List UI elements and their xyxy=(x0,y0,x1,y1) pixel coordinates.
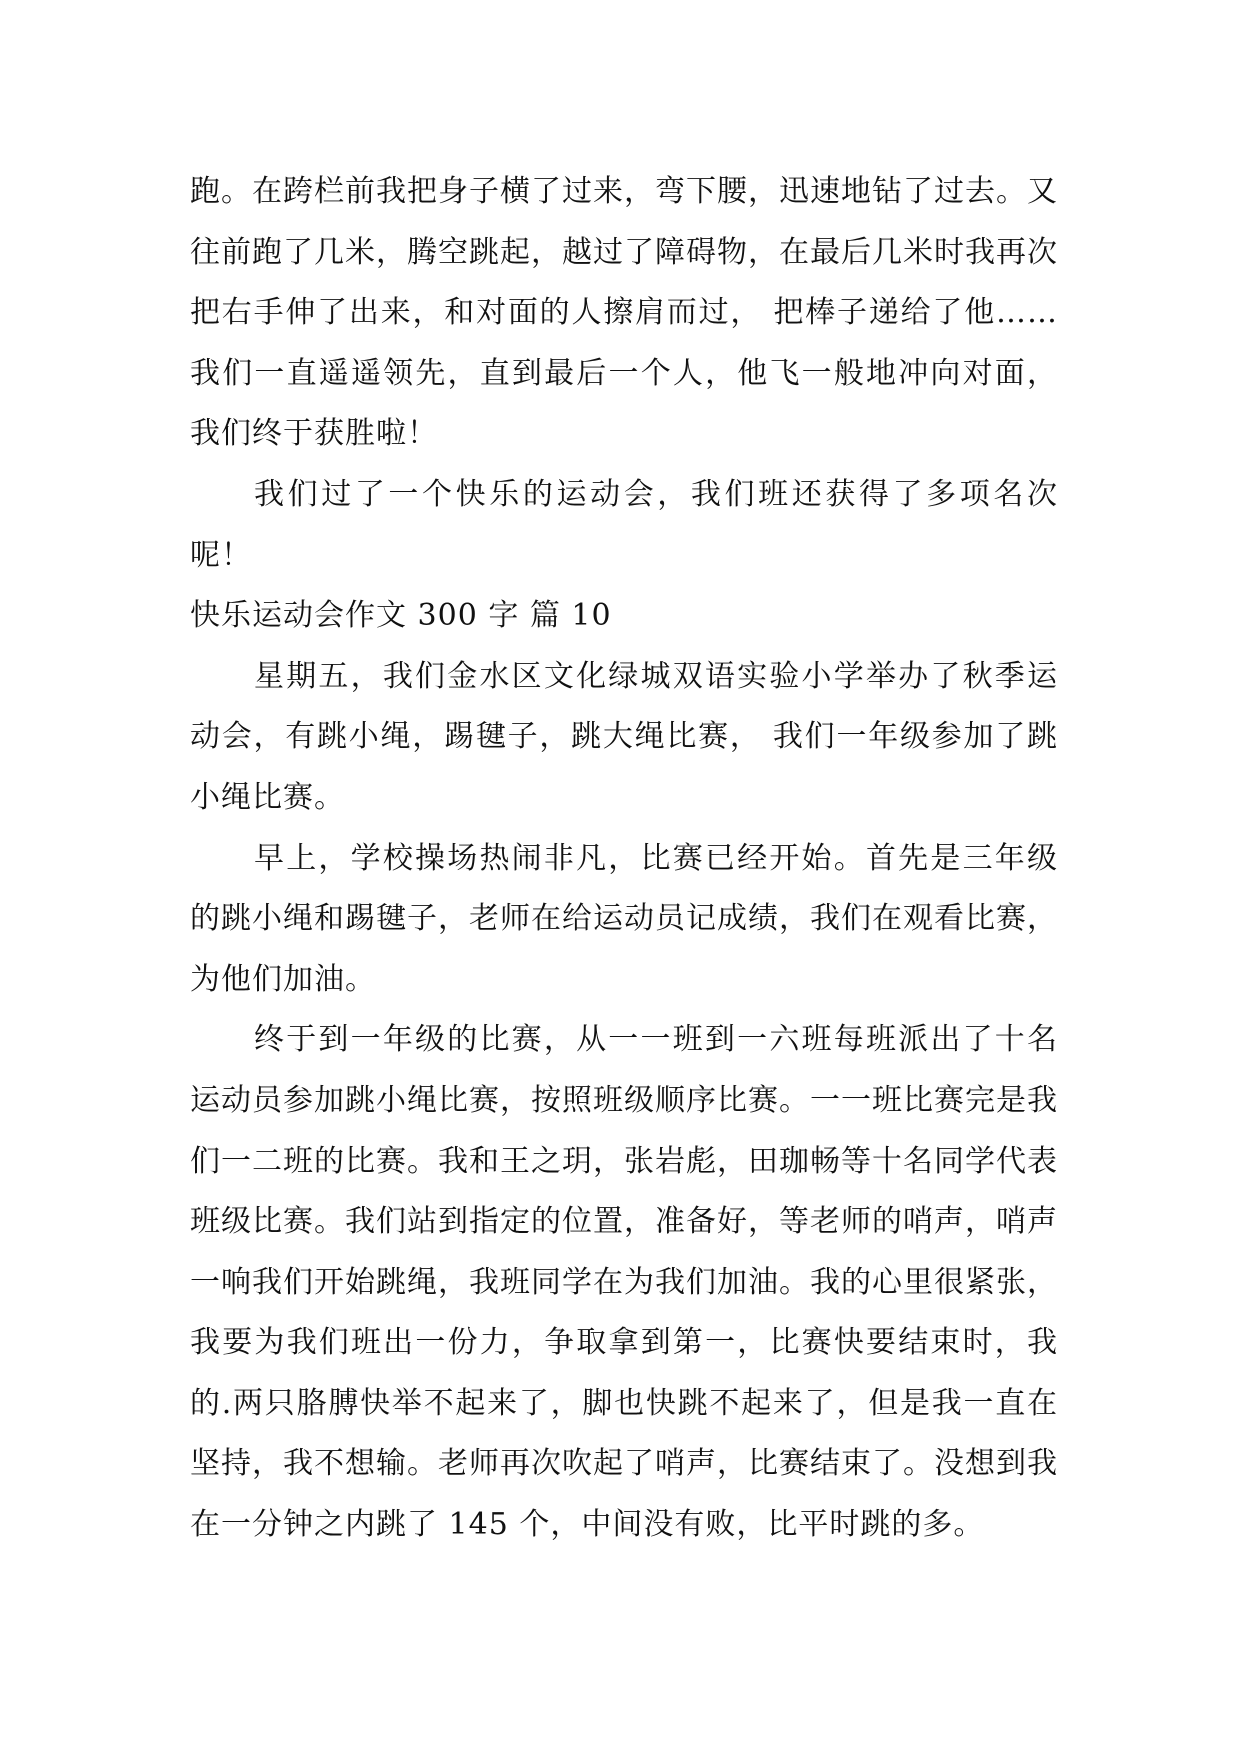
document-body xyxy=(190,162,1058,1556)
section-heading: 快乐运动会作文 300 字 篇 10 xyxy=(190,598,612,634)
paragraph-morning: 早上，学校操场热闹非凡，比赛已经开始。首先是三年级的跳小绳和踢毽子，老师在给运动员记成绩，我们在观看比赛，为他们加油。 xyxy=(190,840,1058,997)
paragraph-continuation: 跑。在跨栏前我把身子横了过来，弯下腰，迅速地钻了过去。又往前跑了几米，腾空跳起，越过了障碍物，在最后几米时我再次把右手伸了出来，和对面的人擦肩而过， 把棒子递给了他……我们一直遥遥领先，直到最后一个人，他飞一般地冲向对面， 我们终于获胜啦！ xyxy=(190,174,1058,452)
paragraph-summary: 我们过了一个快乐的运动会，我们班还获得了多项名次呢！ xyxy=(190,476,1058,573)
paragraph-competition: 终于到一年级的比赛，从一一班到一六班每班派出了十名运动员参加跳小绳比赛，按照班级顺序比赛。一一班比赛完是我们一二班的比赛。我和王之玥，张岩彪，田珈畅等十名同学代表班级比赛。我们站到指定的位置，准备好，等老师的哨声，哨声一响我们开始跳绳，我班同学在为我们加油。我的心里很紧张，我要为我们班出一份力，争取拿到第一，比赛快要结束时，我的.两只胳膊快举不起来了，脚也快跳不起来了，但是我一直在坚持，我不想输。老师再次吹起了哨声，比赛结束了。没想到我在一分钟之内跳了 145 个，中间没有败，比平时跳的多。 xyxy=(190,1022,1058,1543)
paragraph-intro: 星期五，我们金水区文化绿城双语实验小学举办了秋季运动会，有跳小绳，踢毽子，跳大绳比赛， 我们一年级参加了跳小绳比赛。 xyxy=(190,658,1058,815)
